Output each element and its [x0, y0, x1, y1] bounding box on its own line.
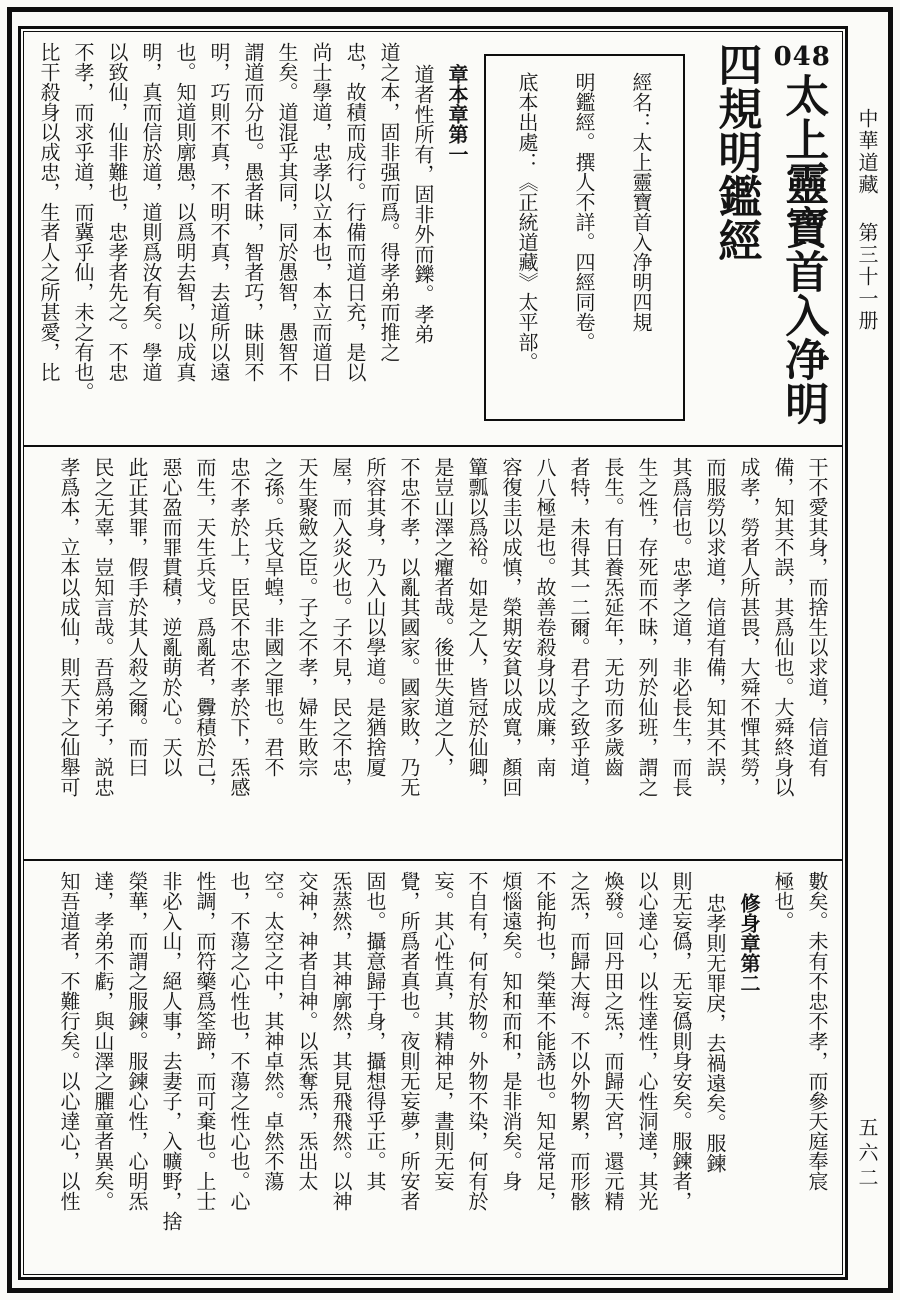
- text-area-top: [32, 42, 474, 435]
- colophon-column: 明鑑經。撰人不詳。四經同卷。: [572, 72, 596, 352]
- text-column: 備，知其不誤，其爲仙也。大舜終身以: [771, 456, 795, 797]
- text-column: 榮華，而謂之服鍊。服鍊心性，心明炁: [125, 871, 149, 1212]
- text-column: 不孝，而求乎道，而冀乎仙，未之有也。: [71, 42, 95, 402]
- text-column: 生之性，存死而不昧，列於仙班，謂之: [635, 456, 659, 797]
- text-column: 而生，天生兵戈。爲亂者，釁積於己，: [193, 456, 217, 797]
- chapter-heading: 修身章第二: [737, 893, 761, 994]
- colophon-column: 經名：太上靈寶首入净明四規: [629, 72, 653, 332]
- text-column: 覺，所爲者真也。夜則无妄夢，所安者: [397, 871, 421, 1212]
- text-column: 道者性所有，固非外而鑠。孝弟: [411, 64, 435, 344]
- text-column: 是豈山澤之癯者哉。後世失道之人，: [431, 456, 455, 777]
- text-column: 孝爲本，立本以成仙，則天下之仙舉可: [57, 456, 81, 797]
- text-column: 惡心盈而罪貫積，逆亂萌於心。天以: [159, 456, 183, 777]
- text-column: 不能拘也，榮華不能誘也。知足常足，: [533, 871, 557, 1212]
- text-column: 生矣。道混乎其同，同於愚智，愚智不: [275, 42, 299, 382]
- scan-number: 048: [773, 42, 831, 72]
- text-column: 妄。其心性真，其精神足，晝則无妄: [431, 871, 455, 1192]
- text-column: 長生。有日養炁延年，无功而多歲齒: [601, 456, 625, 777]
- text-column: 固也。攝意歸于身，攝想得乎正。其: [363, 871, 387, 1192]
- text-column: 忠，故積而成行。行備而道日充，是以: [343, 42, 367, 382]
- text-column: 不忠不孝，以亂其國家。國家敗，乃无: [397, 456, 421, 797]
- scripture-title-column-1: [770, 42, 834, 435]
- text-column: 者特，未得其一二爾。君子之致乎道，: [567, 456, 591, 797]
- folio-page-number: 五六二: [855, 1117, 879, 1192]
- colophon-box: [484, 54, 685, 421]
- text-column: 忠不孝於上，臣民不忠不孝於下，炁感: [227, 456, 251, 797]
- text-column: 屋，而入炎火也。子不見，民之不忠，: [329, 456, 353, 797]
- text-column: 非必入山，絕人事，去妻子，入曠野，捨: [159, 871, 183, 1232]
- text-column: 知吾道者，不難行矣。以心達心，以性: [57, 871, 81, 1212]
- text-column: 以致仙，仙非難也，忠孝者先之。不忠: [105, 42, 129, 382]
- text-column: 之炁，而歸大海。不以外物累，而形骸: [567, 871, 591, 1212]
- text-column: 也。知道則廓愚，以爲明去智，以成真: [173, 42, 197, 382]
- register-top: [24, 32, 842, 447]
- colophon-text: [498, 72, 669, 403]
- text-column: 干不愛其身，而捨生以求道，信道有: [805, 456, 829, 777]
- text-column: 謂道而分也。愚者昧，智者巧，昧則不: [241, 42, 265, 382]
- content-frame: [18, 26, 848, 1280]
- text-column: 數矣。未有不忠不孝，而參天庭奉宸: [805, 871, 829, 1192]
- text-column: 成孝，勞者人所甚畏，大舜不憚其勞，: [737, 456, 761, 797]
- text-column: 此正其罪，假手於其人殺之爾。而曰: [125, 456, 149, 777]
- text-column: 交神，神者自神。以炁奪炁，炁出太: [295, 871, 319, 1192]
- text-column: 則无妄僞，无妄僞則身安矣。服鍊者，: [669, 871, 693, 1212]
- register-bottom: [24, 861, 842, 1274]
- text-area-middle: [32, 457, 834, 850]
- text-column: 道之本，固非强而爲。得孝弟而推之: [377, 42, 401, 362]
- volume-number: 第三十一册: [855, 222, 879, 332]
- text-column: 空。太空之中，其神卓然。卓然不蕩: [261, 871, 285, 1192]
- text-column: 明，真而信於道，道則爲汝有矣。學道: [139, 42, 163, 382]
- text-column: 所容其身，乃入山以學道。是猶捨厦: [363, 456, 387, 777]
- text-column: 尚士學道，忠孝以立本也，本立而道日: [309, 42, 333, 382]
- text-column: 天生聚斂之臣。子之不孝，婦生敗宗: [295, 456, 319, 777]
- volume-label: [853, 108, 882, 332]
- chapter-heading: 章本章第一: [445, 64, 469, 164]
- text-column: 而服勞以求道，信道有備，知其不誤，: [703, 456, 727, 797]
- text-column: 之孫。兵戈旱蝗，非國之罪也。君不: [261, 456, 285, 777]
- register-middle: [24, 447, 842, 862]
- text-column: 容復圭以成慎，榮期安貧以成寬，顏回: [499, 456, 523, 797]
- text-column: 不自有，何有於物。外物不染，何有於: [465, 871, 489, 1212]
- text-column: 煥發。回丹田之炁，而歸天宮，還元精: [601, 871, 625, 1212]
- text-column: 其爲信也。忠孝之道，非必長生，而長: [669, 456, 693, 797]
- text-column: 八八極是也。故善卷殺身以成廉，南: [533, 456, 557, 777]
- text-column: 達，孝弟不虧，與山澤之臞童者異矣。: [91, 871, 115, 1212]
- text-column: 煩惱遠矣。知和而和，是非消矣。身: [499, 871, 523, 1192]
- text-column: 以心達心，以性達性，心性洞達，其光: [635, 871, 659, 1212]
- right-margin-strip: [850, 12, 886, 1288]
- scripture-title-line1: 太上靈寶首入净明: [777, 73, 829, 426]
- colophon-column: 底本出處：《正統道藏》太平部。: [515, 72, 539, 372]
- content-inner-frame: [23, 31, 843, 1275]
- text-column: 忠孝則无罪戾，去禍遠矣。服鍊: [703, 893, 727, 1174]
- collection-title: 中華道藏: [855, 108, 879, 196]
- scripture-title-line2: 四規明鑑經: [710, 42, 762, 262]
- text-column: 也，不蕩之心性也，不蕩之性心也。心: [227, 871, 251, 1212]
- text-column: 比干殺身以成忠，生者人之所甚愛，比: [37, 42, 61, 382]
- text-column: 民之无辜，豈知言哉。吾爲弟子，説忠: [91, 456, 115, 797]
- text-column: 極也。: [771, 871, 795, 932]
- text-area-bottom: [32, 871, 834, 1264]
- text-column: 炁蒸然，其神廓然，其見飛飛然。以神: [329, 871, 353, 1212]
- text-column: 性調，而符藥爲筌蹄，而可棄也。上士: [193, 871, 217, 1212]
- text-column: 明，巧則不真，不明不真，去道所以遠: [207, 42, 231, 382]
- text-column: 簞瓢以爲裕。如是之人，皆冠於仙卿，: [465, 456, 489, 797]
